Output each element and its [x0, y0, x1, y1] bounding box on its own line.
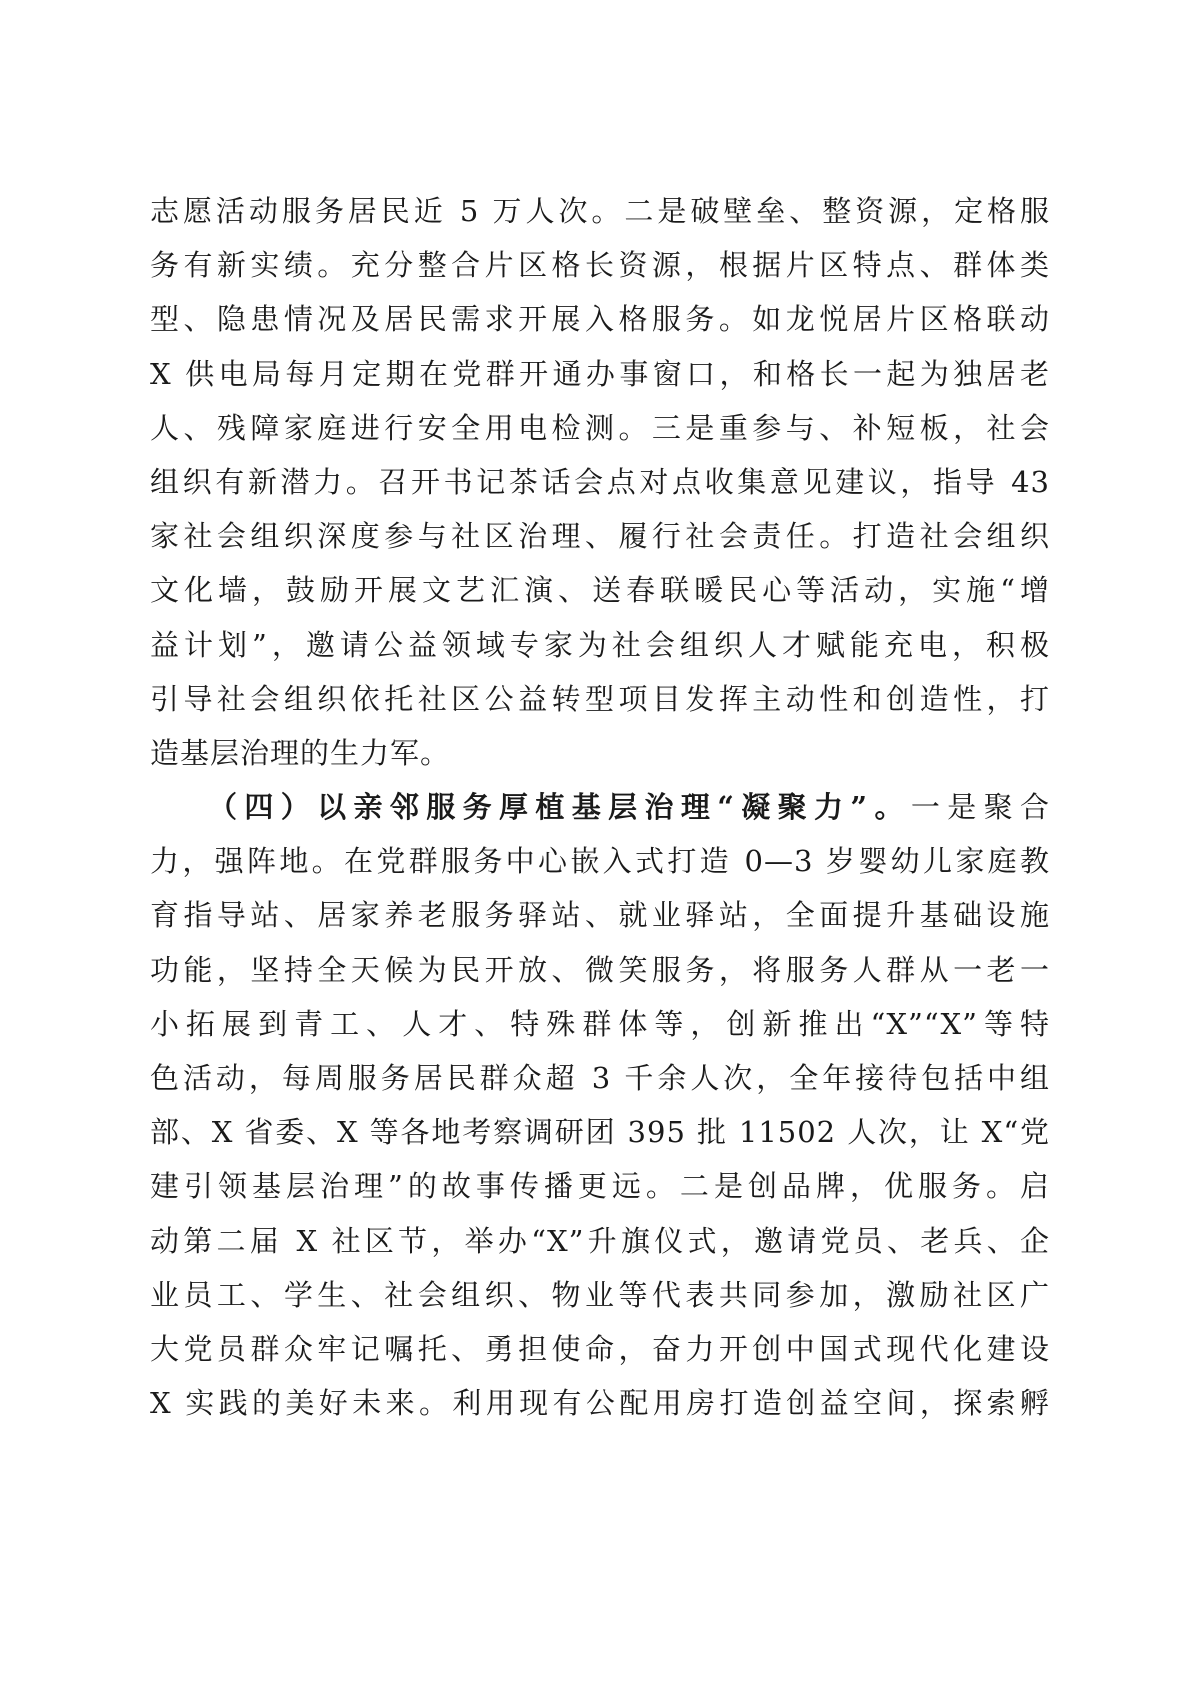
text-line: X 供电局每月定期在党群开通办事窗口，和格长一起为独居老	[150, 356, 1050, 391]
text-line: 业员工、学生、社会组织、物业等代表共同参加，激励社区广	[150, 1277, 1050, 1312]
section-heading-line	[150, 780, 1050, 834]
text-line: 组织有新潜力。召开书记茶话会点对点收集意见建议，指导 43	[150, 464, 1050, 499]
section-heading: （四）以亲邻服务厚植基层治理“凝聚力”。	[208, 790, 911, 825]
text-line: 人、残障家庭进行安全用电检测。三是重参与、补短板，社会	[150, 410, 1050, 445]
text-line: 造基层治理的生力军。	[150, 735, 451, 770]
heading-line-rest: 一是聚合	[910, 790, 1050, 825]
text-line: 建引领基层治理”的故事传播更远。二是创品牌，优服务。启	[150, 1169, 1050, 1204]
text-line: 家社会组织深度参与社区治理、履行社会责任。打造社会组织	[150, 519, 1050, 554]
text-line: 引导社会组织依托社区公益转型项目发挥主动性和创造性，打	[150, 681, 1050, 716]
text-line: 益计划”，邀请公益领域专家为社会组织人才赋能充电，积极	[150, 627, 1050, 662]
text-line: X 实践的美好未来。利用现有公配用房打造创益空间，探索孵	[150, 1386, 1050, 1421]
text-line: 志愿活动服务居民近 5 万人次。二是破壁垒、整资源，定格服	[150, 194, 1050, 228]
text-line: 务有新实绩。充分整合片区格长资源，根据片区特点、群体类	[150, 248, 1050, 283]
text-line: 力，强阵地。在党群服务中心嵌入式打造 0—3 岁婴幼儿家庭教	[150, 844, 1050, 879]
text-line: 功能，坚持全天候为民开放、微笑服务，将服务人群从一老一	[150, 952, 1050, 987]
text-line: 育指导站、居家养老服务驿站、就业驿站，全面提升基础设施	[150, 898, 1050, 933]
text-line: 色活动，每周服务居民群众超 3 千余人次，全年接待包括中组	[150, 1061, 1050, 1095]
text-line: 型、隐患情况及居民需求开展入格服务。如龙悦居片区格联动	[150, 302, 1050, 337]
body-text	[150, 184, 1050, 1430]
text-line: 小拓展到青工、人才、特殊群体等，创新推出“X”“X”等特	[150, 1006, 1050, 1041]
text-line: 动第二届 X 社区节，举办“X”升旗仪式，邀请党员、老兵、企	[150, 1223, 1050, 1258]
text-line: 大党员群众牢记嘱托、勇担使命，奋力开创中国式现代化建设	[150, 1331, 1050, 1366]
text-line: 文化墙，鼓励开展文艺汇演、送春联暖民心等活动，实施“增	[150, 573, 1050, 608]
text-line: 部、X 省委、X 等各地考察调研团 395 批 11502 人次，让 X“党	[150, 1115, 1050, 1150]
